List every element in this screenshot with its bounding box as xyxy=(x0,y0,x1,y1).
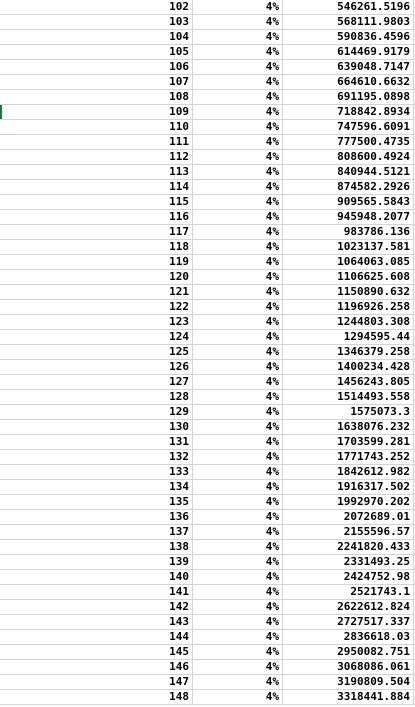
table-row xyxy=(0,570,415,585)
cell-period[interactable]: 124 xyxy=(0,330,193,345)
table-row xyxy=(0,630,415,645)
cell-period[interactable]: 148 xyxy=(0,690,193,705)
table-row xyxy=(0,510,415,525)
cell-period[interactable]: 119 xyxy=(0,255,193,270)
cell-rate[interactable]: 4% xyxy=(193,585,283,600)
cell-rate[interactable]: 4% xyxy=(193,210,283,225)
table-row xyxy=(0,330,415,345)
cell-value[interactable]: 1196926.258 xyxy=(283,300,414,315)
cell-value[interactable]: 909565.5843 xyxy=(283,195,414,210)
cell-period[interactable]: 138 xyxy=(0,540,193,555)
cell-value[interactable]: 2072689.01 xyxy=(283,510,414,525)
table-row xyxy=(0,120,415,135)
cell-period[interactable]: 112 xyxy=(0,150,193,165)
cell-value[interactable]: 1638076.232 xyxy=(283,420,414,435)
active-cell-marker xyxy=(0,105,2,119)
cell-period[interactable]: 134 xyxy=(0,480,193,495)
table-row xyxy=(0,270,415,285)
table-row xyxy=(0,465,415,480)
table-row xyxy=(0,540,415,555)
table-row xyxy=(0,450,415,465)
cell-period[interactable]: 131 xyxy=(0,435,193,450)
cell-rate[interactable]: 4% xyxy=(193,510,283,525)
table-row xyxy=(0,420,415,435)
table-row xyxy=(0,165,415,180)
cell-period[interactable]: 120 xyxy=(0,270,193,285)
table-row xyxy=(0,45,415,60)
table-row xyxy=(0,240,415,255)
cell-period[interactable]: 118 xyxy=(0,240,193,255)
table-row xyxy=(0,615,415,630)
cell-rate[interactable]: 4% xyxy=(193,600,283,615)
cell-rate[interactable]: 4% xyxy=(193,360,283,375)
cell-rate[interactable]: 4% xyxy=(193,630,283,645)
cell-rate[interactable]: 4% xyxy=(193,150,283,165)
cell-value[interactable]: 718842.8934 xyxy=(283,105,414,120)
cell-period[interactable]: 132 xyxy=(0,450,193,465)
cell-period[interactable]: 144 xyxy=(0,630,193,645)
cell-period[interactable]: 129 xyxy=(0,405,193,420)
cell-rate[interactable]: 4% xyxy=(193,135,283,150)
cell-rate[interactable]: 4% xyxy=(193,240,283,255)
cell-value[interactable]: 2424752.98 xyxy=(283,570,414,585)
cell-rate[interactable]: 4% xyxy=(193,0,283,15)
cell-rate[interactable]: 4% xyxy=(193,300,283,315)
cell-value[interactable]: 1916317.502 xyxy=(283,480,414,495)
cell-value[interactable]: 590836.4596 xyxy=(283,30,414,45)
cell-rate[interactable]: 4% xyxy=(193,480,283,495)
cell-period[interactable]: 125 xyxy=(0,345,193,360)
cell-rate[interactable]: 4% xyxy=(193,45,283,60)
cell-period[interactable]: 123 xyxy=(0,315,193,330)
cell-period[interactable]: 110 xyxy=(0,120,193,135)
table-row xyxy=(0,255,415,270)
table-row xyxy=(0,600,415,615)
cell-value[interactable]: 3318441.884 xyxy=(283,690,414,705)
cell-rate[interactable]: 4% xyxy=(193,120,283,135)
cell-rate[interactable]: 4% xyxy=(193,525,283,540)
cell-period[interactable]: 105 xyxy=(0,45,193,60)
cell-value[interactable]: 546261.5196 xyxy=(283,0,414,15)
cell-rate[interactable]: 4% xyxy=(193,330,283,345)
cell-period[interactable]: 140 xyxy=(0,570,193,585)
table-row xyxy=(0,390,415,405)
table-row xyxy=(0,60,415,75)
cell-value[interactable]: 840944.5121 xyxy=(283,165,414,180)
table-row xyxy=(0,180,415,195)
cell-value[interactable]: 3068086.061 xyxy=(283,660,414,675)
cell-value[interactable]: 2950082.751 xyxy=(283,645,414,660)
table-row xyxy=(0,150,415,165)
cell-rate[interactable]: 4% xyxy=(193,405,283,420)
cell-period[interactable]: 145 xyxy=(0,645,193,660)
cell-value[interactable]: 1244803.308 xyxy=(283,315,414,330)
cell-rate[interactable]: 4% xyxy=(193,105,283,120)
cell-period[interactable]: 115 xyxy=(0,195,193,210)
table-row xyxy=(0,675,415,690)
table-row xyxy=(0,75,415,90)
cell-period[interactable]: 128 xyxy=(0,390,193,405)
table-row xyxy=(0,585,415,600)
cell-rate[interactable]: 4% xyxy=(193,555,283,570)
cell-period[interactable]: 114 xyxy=(0,180,193,195)
table-row xyxy=(0,210,415,225)
cell-rate[interactable]: 4% xyxy=(193,390,283,405)
cell-period[interactable]: 126 xyxy=(0,360,193,375)
cell-value[interactable]: 1575073.3 xyxy=(283,405,414,420)
cell-value[interactable]: 2155596.57 xyxy=(283,525,414,540)
cell-period[interactable]: 103 xyxy=(0,15,193,30)
table-row xyxy=(0,105,415,120)
cell-rate[interactable]: 4% xyxy=(193,375,283,390)
cell-value[interactable]: 1346379.258 xyxy=(283,345,414,360)
cell-rate[interactable]: 4% xyxy=(193,540,283,555)
cell-value[interactable]: 808600.4924 xyxy=(283,150,414,165)
cell-value[interactable]: 1514493.558 xyxy=(283,390,414,405)
table-row xyxy=(0,90,415,105)
cell-rate[interactable]: 4% xyxy=(193,165,283,180)
cell-period[interactable]: 106 xyxy=(0,60,193,75)
cell-rate[interactable]: 4% xyxy=(193,675,283,690)
cell-period[interactable]: 130 xyxy=(0,420,193,435)
cell-value[interactable]: 2836618.03 xyxy=(283,630,414,645)
cell-rate[interactable]: 4% xyxy=(193,495,283,510)
cell-rate[interactable]: 4% xyxy=(193,450,283,465)
cell-rate[interactable]: 4% xyxy=(193,180,283,195)
cell-period[interactable]: 137 xyxy=(0,525,193,540)
cell-value[interactable]: 3190809.504 xyxy=(283,675,414,690)
cell-value[interactable]: 1023137.581 xyxy=(283,240,414,255)
table-row xyxy=(0,375,415,390)
cell-value[interactable]: 2727517.337 xyxy=(283,615,414,630)
cell-period[interactable]: 133 xyxy=(0,465,193,480)
cell-rate[interactable]: 4% xyxy=(193,30,283,45)
cell-period[interactable]: 141 xyxy=(0,585,193,600)
table-row xyxy=(0,645,415,660)
cell-value[interactable]: 2622612.824 xyxy=(283,600,414,615)
cell-rate[interactable]: 4% xyxy=(193,615,283,630)
cell-rate[interactable]: 4% xyxy=(193,15,283,30)
table-row xyxy=(0,285,415,300)
cell-rate[interactable]: 4% xyxy=(193,420,283,435)
cell-rate[interactable]: 4% xyxy=(193,255,283,270)
cell-value[interactable]: 614469.9179 xyxy=(283,45,414,60)
table-row xyxy=(0,345,415,360)
cell-value[interactable]: 664610.6632 xyxy=(283,75,414,90)
cell-period[interactable]: 113 xyxy=(0,165,193,180)
cell-value[interactable]: 1771743.252 xyxy=(283,450,414,465)
cell-rate[interactable]: 4% xyxy=(193,315,283,330)
cell-period[interactable]: 116 xyxy=(0,210,193,225)
cell-period[interactable]: 146 xyxy=(0,660,193,675)
cell-period[interactable]: 136 xyxy=(0,510,193,525)
cell-value[interactable]: 777500.4735 xyxy=(283,135,414,150)
cell-period[interactable]: 111 xyxy=(0,135,193,150)
cell-value[interactable]: 568111.9803 xyxy=(283,15,414,30)
cell-period[interactable]: 108 xyxy=(0,90,193,105)
cell-value[interactable]: 1294595.44 xyxy=(283,330,414,345)
cell-value[interactable]: 874582.2926 xyxy=(283,180,414,195)
cell-value[interactable]: 1106625.608 xyxy=(283,270,414,285)
table-row xyxy=(0,690,415,705)
table-row xyxy=(0,30,415,45)
table-row xyxy=(0,300,415,315)
cell-rate[interactable]: 4% xyxy=(193,465,283,480)
table-row xyxy=(0,360,415,375)
cell-rate[interactable]: 4% xyxy=(193,60,283,75)
cell-period[interactable]: 104 xyxy=(0,30,193,45)
cell-value[interactable]: 1842612.982 xyxy=(283,465,414,480)
cell-value[interactable]: 1150890.632 xyxy=(283,285,414,300)
cell-value[interactable]: 983786.136 xyxy=(283,225,414,240)
cell-value[interactable]: 1064063.085 xyxy=(283,255,414,270)
table-row xyxy=(0,495,415,510)
table-row xyxy=(0,0,415,15)
cell-value[interactable]: 1400234.428 xyxy=(283,360,414,375)
cell-period[interactable]: 139 xyxy=(0,555,193,570)
table-row xyxy=(0,315,415,330)
table-row xyxy=(0,195,415,210)
cell-rate[interactable]: 4% xyxy=(193,645,283,660)
cell-value[interactable]: 2241820.433 xyxy=(283,540,414,555)
cell-period[interactable]: 117 xyxy=(0,225,193,240)
cell-period[interactable]: 142 xyxy=(0,600,193,615)
cell-period[interactable]: 121 xyxy=(0,285,193,300)
cell-value[interactable]: 1992970.202 xyxy=(283,495,414,510)
cell-rate[interactable]: 4% xyxy=(193,690,283,705)
table-row xyxy=(0,405,415,420)
cell-value[interactable]: 639048.7147 xyxy=(283,60,414,75)
table-row xyxy=(0,15,415,30)
cell-period[interactable]: 107 xyxy=(0,75,193,90)
cell-period[interactable]: 122 xyxy=(0,300,193,315)
table-row xyxy=(0,435,415,450)
cell-value[interactable]: 1703599.281 xyxy=(283,435,414,450)
cell-period[interactable]: 147 xyxy=(0,675,193,690)
cell-value[interactable]: 2331493.25 xyxy=(283,555,414,570)
cell-rate[interactable]: 4% xyxy=(193,660,283,675)
cell-period[interactable]: 102 xyxy=(0,0,193,15)
cell-rate[interactable]: 4% xyxy=(193,225,283,240)
cell-period[interactable]: 127 xyxy=(0,375,193,390)
cell-period[interactable]: 109 xyxy=(0,105,193,120)
cell-value[interactable]: 691195.0898 xyxy=(283,90,414,105)
cell-rate[interactable]: 4% xyxy=(193,570,283,585)
cell-rate[interactable]: 4% xyxy=(193,285,283,300)
table-row xyxy=(0,555,415,570)
table-row xyxy=(0,525,415,540)
cell-rate[interactable]: 4% xyxy=(193,195,283,210)
cell-value[interactable]: 747596.6091 xyxy=(283,120,414,135)
table-row xyxy=(0,480,415,495)
cell-rate[interactable]: 4% xyxy=(193,345,283,360)
table-row xyxy=(0,135,415,150)
cell-rate[interactable]: 4% xyxy=(193,435,283,450)
cell-value[interactable]: 2521743.1 xyxy=(283,585,414,600)
cell-value[interactable]: 1456243.805 xyxy=(283,375,414,390)
cell-value[interactable]: 945948.2077 xyxy=(283,210,414,225)
cell-period[interactable]: 143 xyxy=(0,615,193,630)
cell-rate[interactable]: 4% xyxy=(193,75,283,90)
table-row xyxy=(0,225,415,240)
cell-rate[interactable]: 4% xyxy=(193,90,283,105)
cell-period[interactable]: 135 xyxy=(0,495,193,510)
table-row xyxy=(0,660,415,675)
cell-rate[interactable]: 4% xyxy=(193,270,283,285)
